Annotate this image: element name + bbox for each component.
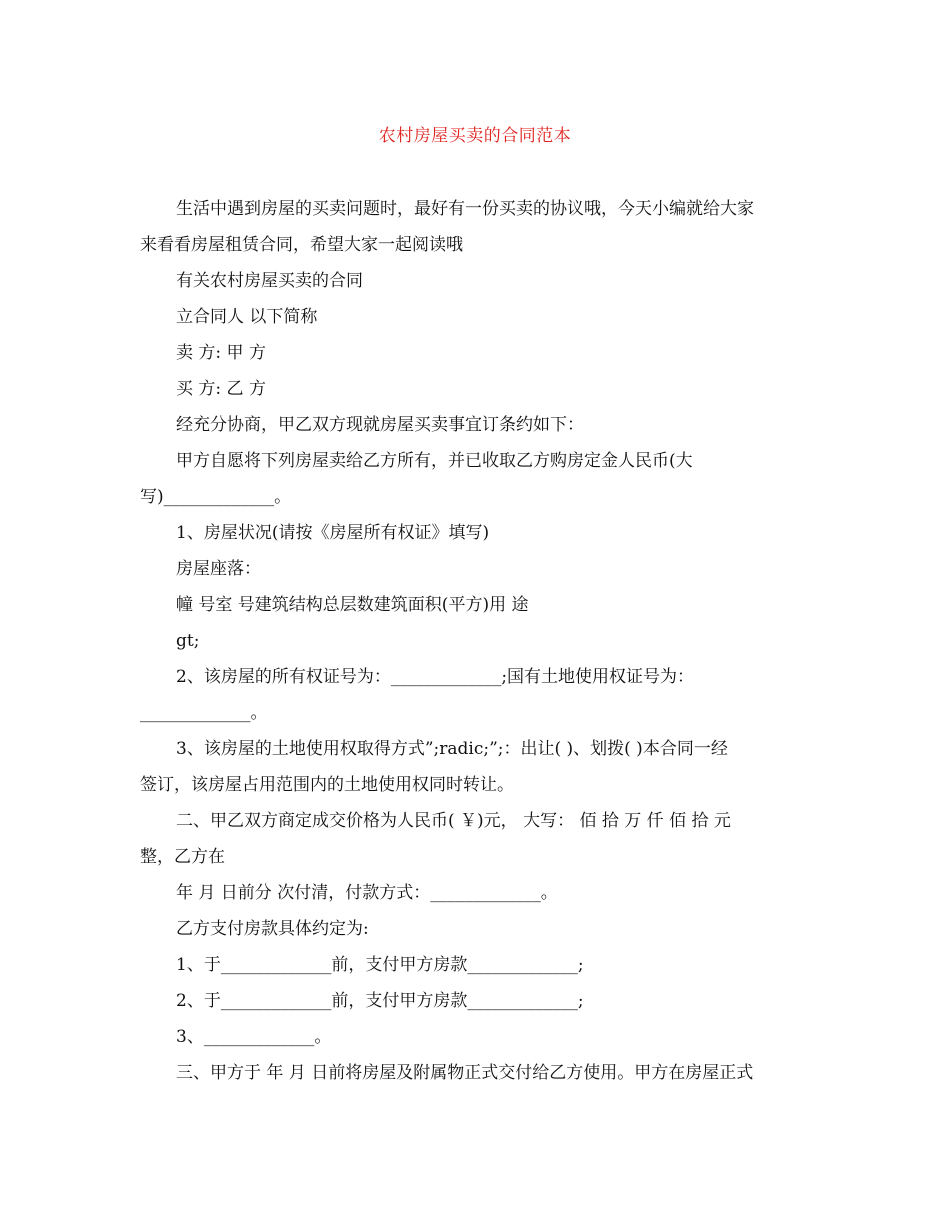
body-line: 买 方: 乙 方 xyxy=(176,379,266,399)
body-line: 2、于_____________前，支付甲方房款_____________; xyxy=(176,991,584,1011)
body-line: 甲方自愿将下列房屋卖给乙方所有，并已收取乙方购房定金人民币(大 xyxy=(176,451,693,471)
body-line: 有关农村房屋买卖的合同 xyxy=(176,271,363,291)
body-line: 立合同人 以下简称 xyxy=(176,307,318,327)
body-line: 1、房屋状况(请按《房屋所有权证》填写) xyxy=(176,523,490,543)
body-line: 二、甲乙双方商定成交价格为人民币( ￥)元， 大写： 佰 拾 万 仟 佰 拾 元 xyxy=(176,811,731,831)
body-line: 年 月 日前分 次付清，付款方式：_____________。 xyxy=(176,883,558,903)
body-line: 2、该房屋的所有权证号为：_____________;国有土地使用权证号为： xyxy=(176,667,695,687)
document-title: 农村房屋买卖的合同范本 xyxy=(378,126,572,146)
body-line: 幢 号室 号建筑结构总层数建筑面积(平方)用 途 xyxy=(176,595,529,615)
body-line: 整，乙方在 xyxy=(140,847,225,867)
body-line: 经充分协商，甲乙双方现就房屋买卖事宜订条约如下： xyxy=(176,415,584,435)
body-line: 三、甲方于 年 月 日前将房屋及附属物正式交付给乙方使用。甲方在房屋正式 xyxy=(176,1063,754,1083)
body-line: 生活中遇到房屋的买卖问题时，最好有一份买卖的协议哦，今天小编就给大家 xyxy=(176,199,754,219)
body-line: gt; xyxy=(176,631,200,651)
body-line: 来看看房屋租赁合同，希望大家一起阅读哦 xyxy=(140,235,463,255)
body-line: 1、于_____________前，支付甲方房款_____________; xyxy=(176,955,584,975)
body-line: 写)_____________。 xyxy=(140,487,292,507)
body-line: 乙方支付房款具体约定为: xyxy=(176,919,369,939)
document-body xyxy=(140,191,812,1091)
body-line: _____________。 xyxy=(140,703,268,723)
body-line: 3、该房屋的土地使用权取得方式”;radic;”;：出让( )、划拨( )本合同一经 xyxy=(176,739,728,759)
body-line: 房屋座落： xyxy=(176,559,261,579)
body-line: 3、_____________。 xyxy=(176,1027,332,1047)
body-line: 签订，该房屋占用范围内的土地使用权同时转让。 xyxy=(140,775,514,795)
body-line: 卖 方: 甲 方 xyxy=(176,343,266,363)
